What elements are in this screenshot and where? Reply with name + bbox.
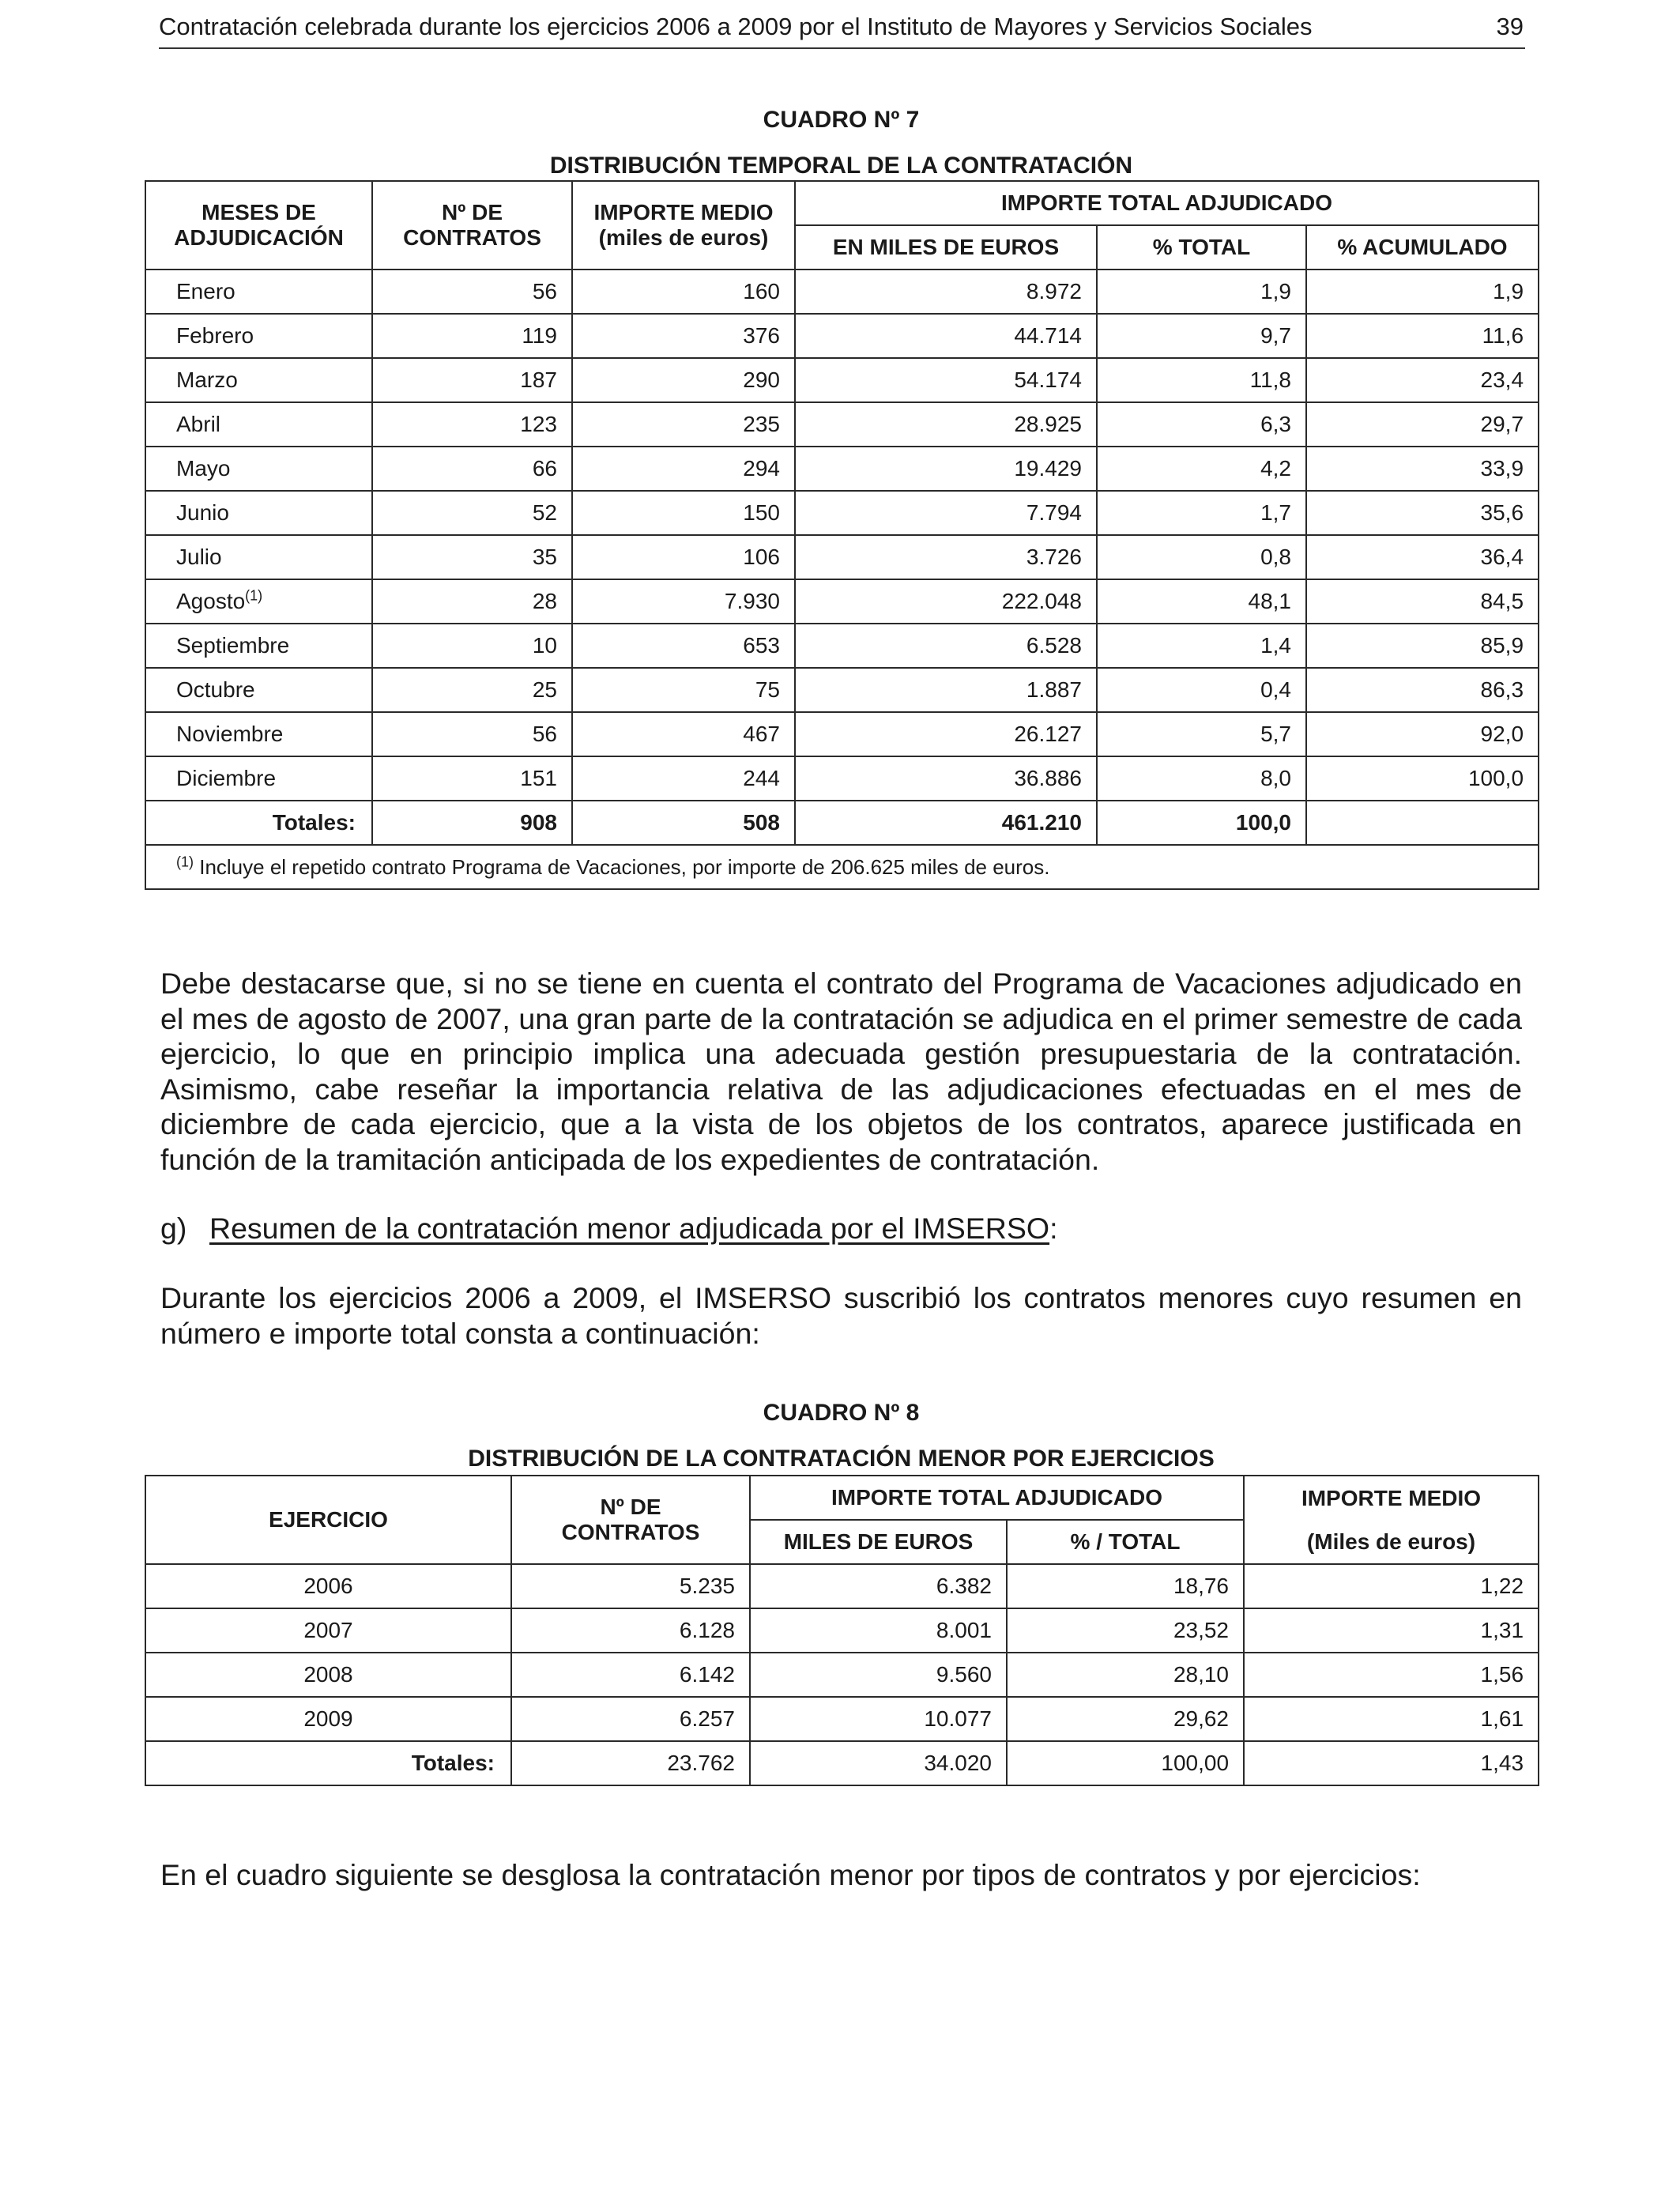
cum-cell: 1,9 — [1306, 270, 1539, 314]
footnote-cell — [145, 845, 1539, 889]
avg-cell: 150 — [572, 491, 795, 535]
section-colon: : — [1049, 1212, 1058, 1245]
n-cell: 28 — [372, 579, 572, 624]
month-cell — [145, 447, 372, 491]
total-cum-cell — [1306, 801, 1539, 845]
euros-cell: 9.560 — [750, 1653, 1007, 1697]
pct-cell: 1,4 — [1097, 624, 1306, 668]
month-cell — [145, 270, 372, 314]
month-label: Julio — [176, 545, 222, 569]
n-cell: 56 — [372, 270, 572, 314]
avg-cell: 1,61 — [1244, 1697, 1539, 1741]
paragraph-1: Debe destacarse que, si no se tiene en cuenta el contrato del Programa de Vacaciones adjudicado en el mes de agosto de 2007, una gran parte de la contratación se adjudica en el primer semestre de cada ejercicio, lo que en principio implica una adecuada gestión presupuestaria de la contratación. Asimismo, cabe reseñar la importancia relativa de las adjudicaciones efectuadas en el mes de diciembre de cada ejercicio, que a la vista de los objetos de los contratos, aparece justificada en función de la tramitación anticipada de los expedientes de contratación. — [160, 967, 1522, 1176]
table-row — [145, 314, 1539, 358]
pct-cell: 1,7 — [1097, 491, 1306, 535]
year-cell: 2009 — [145, 1697, 511, 1741]
month-label: Abril — [176, 412, 221, 436]
totals-label: Totales: — [145, 801, 372, 845]
cum-cell: 33,9 — [1306, 447, 1539, 491]
month-cell — [145, 491, 372, 535]
footnote-row — [145, 845, 1539, 889]
table-row — [145, 270, 1539, 314]
section-title: Resumen de la contratación menor adjudicada por el IMSERSO — [209, 1212, 1050, 1245]
table-row — [145, 624, 1539, 668]
table-row — [145, 668, 1539, 712]
n-cell: 56 — [372, 712, 572, 756]
table7-subtitle: DISTRIBUCIÓN TEMPORAL DE LA CONTRATACIÓN — [549, 153, 1133, 179]
euros-cell: 10.077 — [750, 1697, 1007, 1741]
month-cell — [145, 712, 372, 756]
total-cell: 19.429 — [795, 447, 1097, 491]
col-header-cum: % ACUMULADO — [1306, 225, 1539, 270]
month-label: Septiembre — [176, 633, 290, 658]
pct-cell: 1,9 — [1097, 270, 1306, 314]
avg-cell: 75 — [572, 668, 795, 712]
footnote-marker: (1) — [176, 853, 194, 869]
year-cell: 2007 — [145, 1608, 511, 1653]
month-cell — [145, 624, 372, 668]
total-cell: 222.048 — [795, 579, 1097, 624]
total-cell: 36.886 — [795, 756, 1097, 801]
pct-cell: 11,8 — [1097, 358, 1306, 402]
pct-cell: 0,4 — [1097, 668, 1306, 712]
section-g-heading — [160, 1211, 1057, 1246]
footnote-text: Incluye el repetido contrato Programa de Vacaciones, por importe de 206.625 miles de euros. — [194, 854, 1050, 879]
col-header-pct: % / TOTAL — [1007, 1520, 1244, 1564]
year-cell: 2006 — [145, 1564, 511, 1608]
n-cell: 6.128 — [511, 1608, 750, 1653]
avg-cell: 467 — [572, 712, 795, 756]
month-cell — [145, 314, 372, 358]
euros-cell: 8.001 — [750, 1608, 1007, 1653]
n-cell: 6.257 — [511, 1697, 750, 1741]
total-total-cell: 461.210 — [795, 801, 1097, 845]
month-cell — [145, 535, 372, 579]
n-cell: 119 — [372, 314, 572, 358]
total-cell: 44.714 — [795, 314, 1097, 358]
month-label: Febrero — [176, 323, 254, 348]
total-cell: 1.887 — [795, 668, 1097, 712]
pct-cell: 28,10 — [1007, 1653, 1244, 1697]
total-avg-cell: 508 — [572, 801, 795, 845]
table8-caption: CUADRO Nº 8 — [763, 1400, 920, 1426]
n-cell: 6.142 — [511, 1653, 750, 1697]
running-title: Contratación celebrada durante los ejercicios 2006 a 2009 por el Instituto de Mayores y Servicios Sociales — [159, 13, 1313, 40]
paragraph-3: En el cuadro siguiente se desglosa la contratación menor por tipos de contratos y por ejercicios: — [160, 1858, 1421, 1891]
avg-cell: 294 — [572, 447, 795, 491]
n-cell: 52 — [372, 491, 572, 535]
cum-cell: 85,9 — [1306, 624, 1539, 668]
avg-cell: 376 — [572, 314, 795, 358]
avg-cell: 244 — [572, 756, 795, 801]
pct-cell: 6,3 — [1097, 402, 1306, 447]
n-cell: 25 — [372, 668, 572, 712]
month-label: Marzo — [176, 368, 238, 392]
month-label: Diciembre — [176, 766, 277, 790]
table8 — [145, 1475, 1539, 1786]
pct-cell: 23,52 — [1007, 1608, 1244, 1653]
month-label: Agosto — [176, 589, 246, 613]
month-label: Mayo — [176, 456, 231, 481]
avg-cell: 235 — [572, 402, 795, 447]
euros-cell: 6.382 — [750, 1564, 1007, 1608]
pct-cell: 8,0 — [1097, 756, 1306, 801]
table-row — [145, 1653, 1539, 1697]
col-header-avg-bottom: (Miles de euros) — [1244, 1520, 1539, 1564]
n-cell: 123 — [372, 402, 572, 447]
cum-cell: 36,4 — [1306, 535, 1539, 579]
pct-cell: 5,7 — [1097, 712, 1306, 756]
section-letter: g) — [160, 1212, 187, 1245]
total-n-cell: 908 — [372, 801, 572, 845]
avg-cell: 7.930 — [572, 579, 795, 624]
table-row — [145, 535, 1539, 579]
month-label: Enero — [176, 279, 235, 303]
col-header-avg: IMPORTE MEDIO (miles de euros) — [572, 181, 795, 270]
col-header-n-contracts: Nº DE CONTRATOS — [511, 1476, 750, 1564]
pct-cell: 0,8 — [1097, 535, 1306, 579]
n-cell: 10 — [372, 624, 572, 668]
year-cell: 2008 — [145, 1653, 511, 1697]
table-row — [145, 491, 1539, 535]
month-cell — [145, 668, 372, 712]
cum-cell: 11,6 — [1306, 314, 1539, 358]
cum-cell: 100,0 — [1306, 756, 1539, 801]
avg-cell: 1,31 — [1244, 1608, 1539, 1653]
table-row — [145, 756, 1539, 801]
n-cell: 35 — [372, 535, 572, 579]
col-header-year: EJERCICIO — [145, 1476, 511, 1564]
cum-cell: 29,7 — [1306, 402, 1539, 447]
table8-subtitle: DISTRIBUCIÓN DE LA CONTRATACIÓN MENOR POR EJERCICIOS — [468, 1446, 1215, 1472]
pct-cell: 29,62 — [1007, 1697, 1244, 1741]
paragraph-2: Durante los ejercicios 2006 a 2009, el IMSERSO suscribió los contratos menores cuyo resumen en número e importe total consta a continuación: — [160, 1281, 1522, 1350]
col-header-euros: EN MILES DE EUROS — [795, 225, 1097, 270]
pct-cell: 48,1 — [1097, 579, 1306, 624]
total-cell: 26.127 — [795, 712, 1097, 756]
month-label: Octubre — [176, 677, 255, 702]
avg-cell: 653 — [572, 624, 795, 668]
month-label: Noviembre — [176, 722, 284, 746]
month-cell — [145, 402, 372, 447]
col-header-n-contracts: Nº DE CONTRATOS — [372, 181, 572, 270]
total-cell: 54.174 — [795, 358, 1097, 402]
table7 — [145, 180, 1539, 890]
table-row — [145, 579, 1539, 624]
page-header — [159, 9, 1525, 49]
table-row — [145, 712, 1539, 756]
total-cell: 7.794 — [795, 491, 1097, 535]
col-header-total-group: IMPORTE TOTAL ADJUDICADO — [795, 181, 1539, 225]
pct-cell: 4,2 — [1097, 447, 1306, 491]
total-pct-cell: 100,00 — [1007, 1741, 1244, 1785]
avg-cell: 160 — [572, 270, 795, 314]
cum-cell: 92,0 — [1306, 712, 1539, 756]
table-row — [145, 1564, 1539, 1608]
total-n-cell: 23.762 — [511, 1741, 750, 1785]
table7-caption: CUADRO Nº 7 — [763, 107, 920, 133]
total-euros-cell: 34.020 — [750, 1741, 1007, 1785]
n-cell: 151 — [372, 756, 572, 801]
month-cell — [145, 579, 372, 624]
avg-cell: 1,22 — [1244, 1564, 1539, 1608]
avg-cell: 1,56 — [1244, 1653, 1539, 1697]
cum-cell: 84,5 — [1306, 579, 1539, 624]
n-cell: 187 — [372, 358, 572, 402]
n-cell: 5.235 — [511, 1564, 750, 1608]
total-cell: 3.726 — [795, 535, 1097, 579]
pct-cell: 18,76 — [1007, 1564, 1244, 1608]
col-header-pct: % TOTAL — [1097, 225, 1306, 270]
total-cell: 8.972 — [795, 270, 1097, 314]
total-pct-cell: 100,0 — [1097, 801, 1306, 845]
month-label: Junio — [176, 500, 229, 525]
page-number: 39 — [1496, 13, 1524, 40]
table-row — [145, 1608, 1539, 1653]
table-row — [145, 1697, 1539, 1741]
totals-label: Totales: — [145, 1741, 511, 1785]
total-avg-cell: 1,43 — [1244, 1741, 1539, 1785]
totals-row — [145, 801, 1539, 845]
total-cell: 28.925 — [795, 402, 1097, 447]
total-cell: 6.528 — [795, 624, 1097, 668]
col-header-total-group: IMPORTE TOTAL ADJUDICADO — [750, 1476, 1244, 1520]
col-header-avg-top: IMPORTE MEDIO — [1244, 1476, 1539, 1520]
totals-row — [145, 1741, 1539, 1785]
pct-cell: 9,7 — [1097, 314, 1306, 358]
avg-cell: 290 — [572, 358, 795, 402]
table-row — [145, 447, 1539, 491]
month-cell — [145, 358, 372, 402]
table-row — [145, 402, 1539, 447]
avg-cell: 106 — [572, 535, 795, 579]
cum-cell: 23,4 — [1306, 358, 1539, 402]
table-row — [145, 358, 1539, 402]
n-cell: 66 — [372, 447, 572, 491]
month-cell — [145, 756, 372, 801]
footnote-marker: (1) — [245, 587, 263, 604]
col-header-months: MESES DE ADJUDICACIÓN — [145, 181, 372, 270]
cum-cell: 35,6 — [1306, 491, 1539, 535]
col-header-euros: MILES DE EUROS — [750, 1520, 1007, 1564]
cum-cell: 86,3 — [1306, 668, 1539, 712]
